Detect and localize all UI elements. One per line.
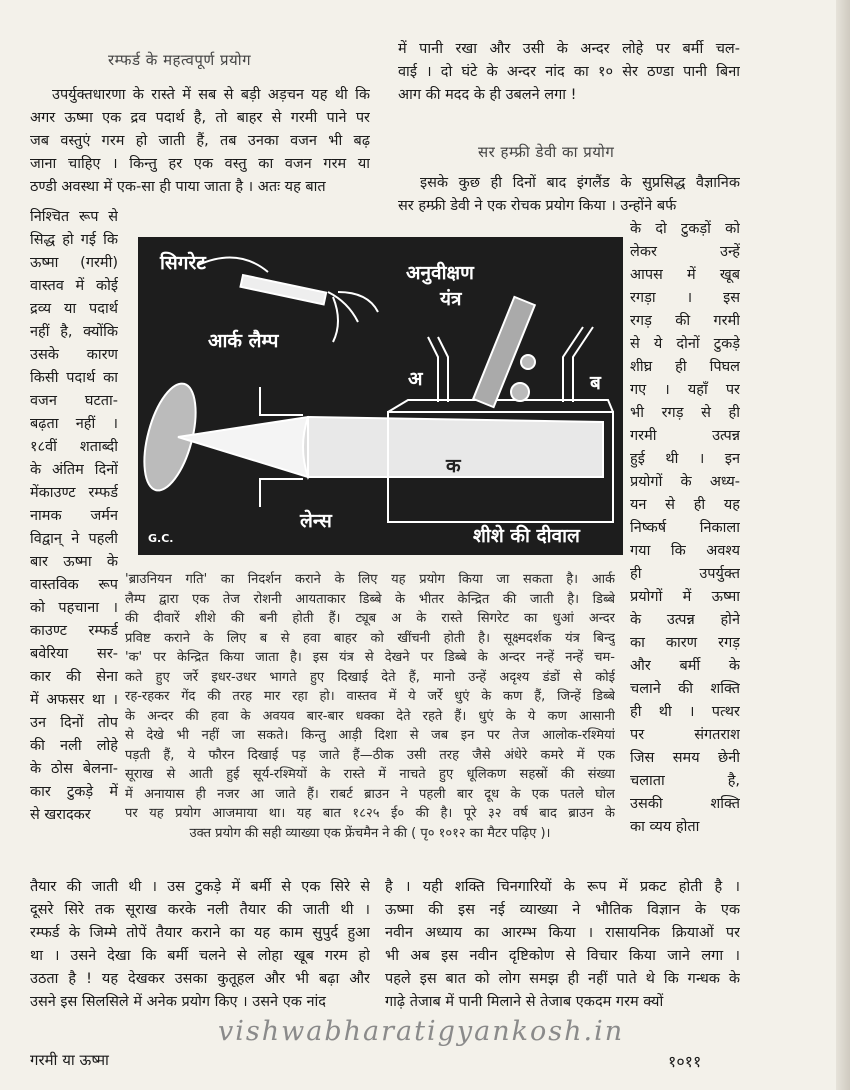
text-line: सिद्ध हो गई कि [30, 232, 118, 248]
left-top-paragraph [30, 84, 370, 199]
davy-paragraph [398, 172, 740, 218]
text-line: रह-रहकर गेंद की तरह मार रहा हो। वास्तव में ये जर्रे धुएं के कण हैं, जिन्हें डिब्बे [125, 689, 615, 704]
text-line: उपर्युक्तधारणा के रास्ते में सब से बड़ी अड़चन यह थी कि [52, 87, 370, 103]
text-line: सर हम्फ्री डेवी ने एक रोचक प्रयोग किया । उन्होंने बर्फ [398, 198, 677, 214]
text-line: की नली लोहे [30, 738, 118, 754]
label-lens: लेन्स [300, 510, 332, 532]
text-line: उन दिनों तोप [30, 715, 118, 731]
text-line: पहले इस बात को लोग समझ ही नहीं पाते थे कि गन्धक के [385, 971, 740, 987]
text-line: तैयार की जाती थी । उस टुकड़े में बर्मी से एक सिरे से [30, 879, 370, 895]
text-line: के दो टुकड़ों को [630, 221, 740, 237]
text-line: अगर ऊष्मा एक द्रव पदार्थ है, तो बाहर से गरमी पाने पर [30, 110, 370, 126]
text-line: का व्यय होता [630, 819, 700, 835]
text-line: भी रगड़ से ही [630, 405, 740, 421]
text-line: पर संगतराश [630, 727, 740, 743]
text-line: निष्कर्ष निकाला [630, 520, 740, 536]
text-line: चलाता है, [630, 773, 740, 789]
text-line: रगड़ की गरमी [630, 313, 740, 329]
watermark: vishwabharatigyankosh.in [218, 1016, 625, 1047]
text-line: उसने इस सिलसिले में अनेक प्रयोग किए । उसने एक नांद [30, 994, 326, 1010]
text-line: है । यही शक्ति चिनगारियों के रूप में प्रकट होती है । [385, 879, 740, 895]
label-tube-b: ब [590, 372, 601, 394]
text-line: जाना चाहिए । किन्तु हर एक वस्तु का वजन गरम या [30, 156, 370, 172]
text-line: १८वीं शताब्दी [30, 439, 118, 455]
text-line: हुई थी । इन [630, 451, 740, 467]
text-line: गए । यहाँ पर [630, 382, 740, 398]
label-glass-wall: शीशे की दीवाल [473, 525, 580, 547]
text-line: गया कि अवश्य [630, 543, 740, 559]
label-arc-lamp: आर्क लैम्प [208, 330, 279, 352]
text-line: कार टुकड़े में [30, 784, 118, 800]
text-line: जब वस्तुएं गरम हो जाती हैं, तब उनका वजन भी बढ़ [30, 133, 370, 149]
text-line: प्रयोगों में ऊष्मा [630, 589, 740, 605]
text-line: काउण्ट रम्फर्ड [30, 623, 118, 639]
label-tube-a: अ [408, 368, 423, 390]
text-line: कार की सेना [30, 669, 118, 685]
microscope-knob [511, 383, 529, 401]
text-line: पर यह प्रयोग आजमाया था। यह बात १८२५ ई० की है। पूरे ३२ वर्ष बाद ब्राउन के [125, 806, 615, 821]
text-line: था । उसने देखा कि बर्मी चलने से लोहा खूब गरम हो [30, 948, 370, 964]
glass-box-top [388, 400, 613, 412]
text-line: उसके कारण [30, 347, 118, 363]
text-line: आग की मदद के ही उबलने लगा ! [398, 87, 577, 103]
text-line: को पहचाना । [30, 600, 118, 616]
text-line: विद्वान् ने पहली [30, 531, 118, 547]
running-title: गरमी या ऊष्मा [30, 1051, 109, 1069]
text-line: नामक जर्मन [30, 508, 118, 524]
text-line: और बर्मी के [630, 658, 740, 674]
text-line: बार ऊष्मा के [30, 554, 118, 570]
label-point-k: क [446, 455, 461, 477]
text-line: उसकी शक्ति [630, 796, 740, 812]
text-line: जिस समय छेनी [630, 750, 740, 766]
label-microscope: अनुवीक्षण [406, 262, 474, 284]
text-line: ऊष्मा की इस नई व्याख्या ने भौतिक विज्ञान के एक [385, 902, 740, 918]
cigarette-shape [241, 275, 327, 304]
brownian-motion-diagram [138, 237, 623, 555]
text-line: किसी पदार्थ का [30, 370, 118, 386]
text-line: में अफसर था । [30, 692, 118, 708]
text-line: के अंतिम दिनों [30, 462, 118, 478]
text-line: नहीं है, क्योंकि [30, 324, 118, 340]
text-line: गाढ़े तेजाब में पानी मिलाने से तेजाब एकदम गरम क्यों [385, 994, 664, 1010]
text-line: के अन्दर की हवा के अवयव बार-बार धक्का देते रहते हैं। धुएं के ये कण आसानी [125, 708, 615, 724]
text-line: निश्चित रूप से [30, 209, 118, 225]
right-narrow-column [630, 218, 740, 839]
text-line: सूराख से आती हुई सूर्य-रश्मियों के रास्ते में नाचते हुए धूलिकण सहस्रों की संख्या [125, 767, 615, 782]
text-line: 'ब्राउनियन गति' का निदर्शन कराने के लिए यह प्रयोग किया जा सकता है। आर्क [125, 572, 615, 587]
text-line: गरमी उत्पन्न [630, 428, 740, 444]
text-line: प्रविष्ट कराने के लिए ब से हवा बाहर को खींचनी होती है। सूक्ष्मदर्शक यंत्र बिन्दु [125, 630, 615, 646]
text-line: कते हुए जर्रे इधर-उधर भागते हुए दिखाई देते हैं, मानो उन्हें अदृश्य डंडों से कोई [125, 669, 615, 685]
text-line: वजन घटता- [30, 393, 118, 409]
text-line: रम्फर्ड के जिम्मे तोपें तैयार कराने का यह काम सुपुर्द हुआ [30, 925, 370, 941]
left-narrow-column [30, 206, 118, 827]
text-line: 'क' पर केन्द्रित किया जाता है। इस यंत्र से देखने पर डिब्बे के अन्दर नन्हें नन्हें चम- [125, 650, 615, 665]
microscope-knob-2 [521, 355, 535, 369]
text-line: लेकर उन्हें [630, 244, 740, 260]
text-line: बवेरिया सर- [30, 646, 118, 662]
bottom-right-paragraph [385, 876, 740, 1014]
text-line: में पानी रखा और उसी के अन्दर लोहे पर बर्मी चल- [398, 41, 740, 57]
figure-caption [125, 570, 615, 843]
section-heading-rumford: रम्फर्ड के महत्वपूर्ण प्रयोग [108, 51, 252, 69]
text-line: मेंकाउण्ट रम्फर्ड [30, 485, 118, 501]
text-line: आपस में खूब [630, 267, 740, 283]
text-line: इसके कुछ ही दिनों बाद इंगलैंड के सुप्रसिद्ध वैज्ञानिक [420, 175, 740, 191]
cigarette-arrow [198, 257, 268, 272]
text-line: लैम्प द्वारा एक तेज रोशनी आयताकार डिब्बे के भीतर केन्द्रित की जाती है। डिब्बे [125, 591, 615, 607]
text-line: वास्तव में कोई [30, 278, 118, 294]
text-line: उक्त प्रयोग की सही व्याख्या एक फ्रेंचमैन ने की ( पृ० १०१२ का मैटर पढ़िए )। [189, 825, 551, 841]
text-line: से ये दोनों टुकड़े [630, 336, 740, 352]
text-line: ऊष्मा (गरमी) [30, 255, 118, 271]
text-line: पड़ती हैं, ये फौरन दिखाई पड़ जाते हैं—ठीक उसी तरह जैसे अंधेरे कमरे में एक [125, 747, 615, 763]
text-line: के ठोस बेलना- [30, 761, 118, 777]
text-line: की दीवारें शीशे की बनी होती हैं। ट्यूब अ के रास्ते सिगरेट का धुआं अन्दर [125, 611, 615, 626]
text-line: से देखे भी नहीं जा सकते। किन्तु आड़ी दिशा से जब इन पर तेज आलोक-रश्मियां [125, 728, 615, 743]
label-cigarette: सिगरेट [160, 252, 206, 274]
text-line: प्रयोगों के अध्य- [630, 474, 740, 490]
text-line: ही थी । पत्थर [630, 704, 740, 720]
diagram-drawing [138, 237, 623, 555]
text-line: ठण्डी अवस्था में एक-सा ही पाया जाता है । अतः यह बात [30, 179, 326, 195]
text-line: उठता है ! यह देखकर उसका कुतूहल और भी बढ़ा और [30, 971, 370, 987]
text-line: से खरादकर [30, 807, 91, 823]
text-line: के उत्पन्न होने [630, 612, 740, 628]
right-top-paragraph [398, 38, 740, 107]
bottom-left-paragraph [30, 876, 370, 1014]
page-number: १०११ [668, 1052, 702, 1071]
section-heading-davy: सर हम्फ्री डेवी का प्रयोग [478, 143, 615, 161]
text-line: चलाने की शक्ति [630, 681, 740, 697]
text-line: भी अब इस नवीन दृष्टिकोण से विचार किया जाने लगा । [385, 948, 740, 964]
artist-signature: G.C. [148, 532, 174, 545]
text-line: वास्तविक रूप [30, 577, 118, 593]
text-line: वाई । दो घंटे के अन्दर नांद का १० सेर ठण्डा पानी बिना [398, 64, 740, 80]
text-line: नवीन अध्याय का आरम्भ किया । रासायनिक क्रियाओं पर [385, 925, 740, 941]
text-line: में अनायास ही नजर आ जाते हैं। राबर्ट ब्राउन ने पहली बार दूध के एक पतले घोल [125, 786, 615, 802]
text-line: ही उपर्युक्त [630, 566, 740, 582]
tube-a [428, 337, 448, 402]
text-line: शीघ्र ही पिघल [630, 359, 740, 375]
text-line: बढ़ता नहीं । [30, 416, 118, 432]
light-beam [178, 417, 308, 477]
smoke-wisps [328, 292, 378, 342]
text-line: रगड़ा । इस [630, 290, 740, 306]
text-line: का कारण रगड़ [630, 635, 740, 651]
page-edge-shadow [836, 0, 850, 1090]
label-microscope-2: यंत्र [440, 288, 462, 310]
text-line: यन से ही यह [630, 497, 740, 513]
tube-b [563, 327, 593, 402]
text-line: द्रव्य या पदार्थ [30, 301, 118, 317]
text-line: दूसरे सिरे तक सूराख करके नली तैयार की जाती थी । [30, 902, 370, 918]
